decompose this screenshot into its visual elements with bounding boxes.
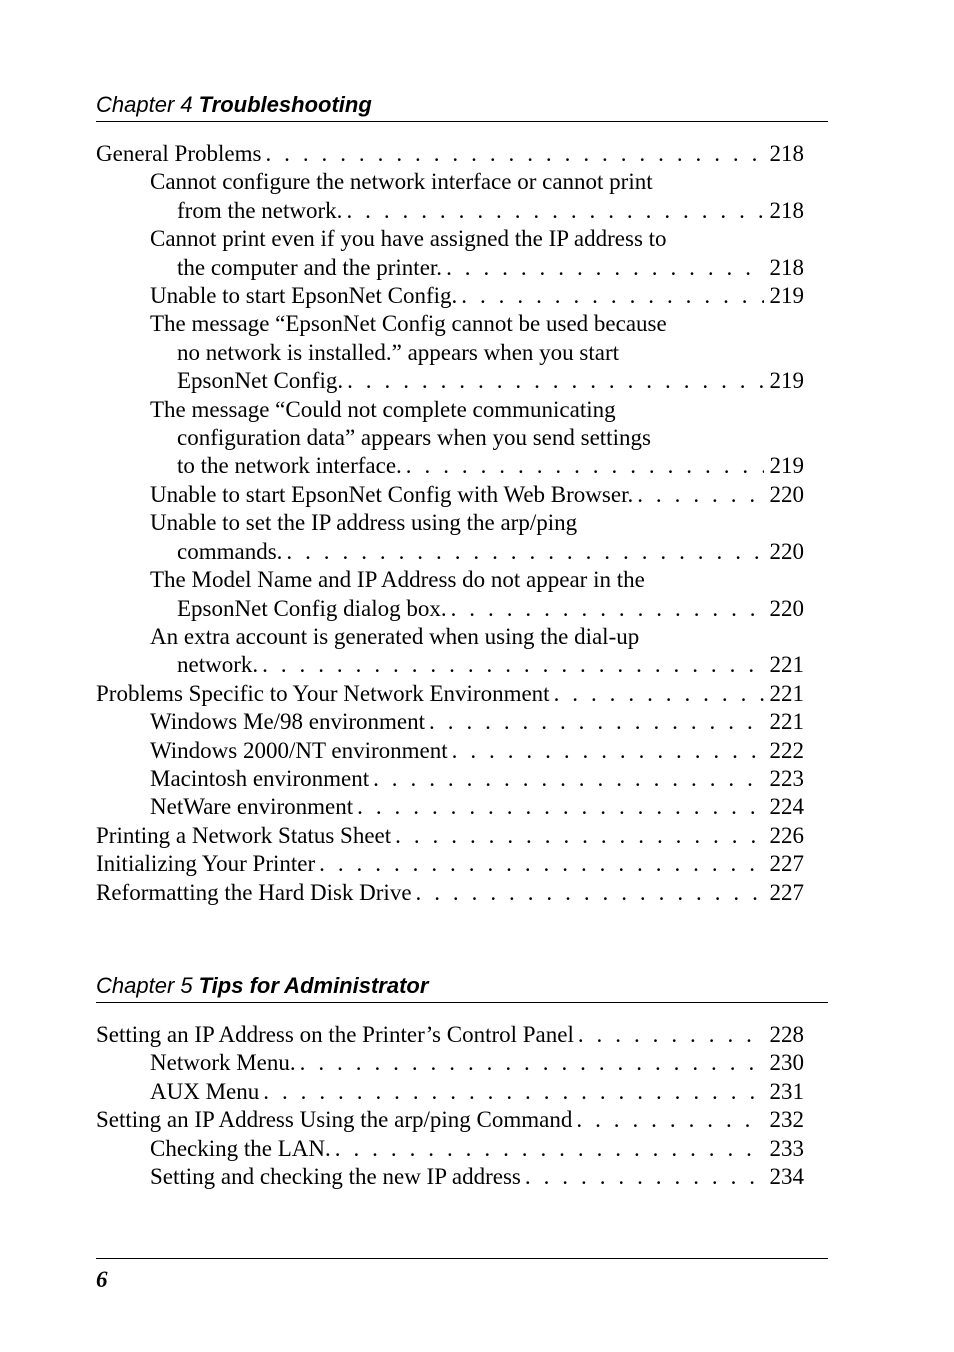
- toc-entry-text: Checking the LAN.: [150, 1135, 331, 1161]
- toc-entry-text: The Model Name and IP Address do not appear in the: [150, 567, 645, 593]
- toc-page-number: 220: [769, 595, 804, 621]
- dot-leader: [357, 793, 763, 821]
- toc-entry-line: [150, 481, 804, 509]
- toc-entry-text: Unable to start EpsonNet Config with Web Browser.: [150, 481, 634, 507]
- toc-entry-text: to the network interface.: [177, 453, 402, 479]
- dot-leader: [461, 282, 763, 310]
- toc-entry-line: [150, 1078, 804, 1106]
- toc-entry-line: [150, 452, 804, 480]
- toc-entry-text: Windows 2000/NT environment: [150, 737, 448, 763]
- toc-entry-line: [150, 225, 804, 253]
- toc-entry-line: [150, 424, 804, 452]
- toc-entry-text: Printing a Network Status Sheet: [96, 822, 392, 848]
- toc-page-number: 227: [769, 879, 804, 905]
- dot-leader: [373, 765, 763, 793]
- toc-entry-text: commands.: [177, 538, 283, 564]
- toc-list: [96, 140, 828, 907]
- chapter-label: Chapter 4: [96, 92, 193, 117]
- toc-page-number: 230: [769, 1050, 804, 1076]
- toc-entry-line: [150, 282, 804, 310]
- toc-entry-line: [96, 879, 804, 907]
- dot-leader: [452, 737, 764, 765]
- page-footer: [96, 1258, 828, 1293]
- toc-entry-text: Reformatting the Hard Disk Drive: [96, 879, 412, 905]
- toc-entry[interactable]: [96, 509, 804, 566]
- toc-page-number: 233: [769, 1135, 804, 1161]
- toc-page-number: 221: [769, 652, 804, 678]
- toc-page-number: 231: [769, 1078, 804, 1104]
- dot-leader: [406, 452, 764, 480]
- dot-leader: [416, 879, 764, 907]
- toc-entry-text: Network Menu.: [150, 1050, 296, 1076]
- toc-entry[interactable]: [96, 737, 804, 765]
- toc-entry-line: [150, 651, 804, 679]
- toc-entry-line: [150, 509, 804, 537]
- toc-entry-text: The message “Could not complete communicating: [150, 396, 616, 422]
- toc-entry-line: [150, 197, 804, 225]
- toc-entry-text: Problems Specific to Your Network Environment: [96, 680, 550, 706]
- toc-page-number: 218: [769, 141, 804, 166]
- toc-entry-text: no network is installed.” appears when you start: [177, 339, 619, 365]
- chapter-4-section: [96, 92, 828, 907]
- dot-leader: [286, 538, 763, 566]
- dot-leader: [554, 680, 764, 708]
- toc-page-number: 218: [769, 197, 804, 223]
- toc-entry-line: [150, 310, 804, 338]
- toc-entry[interactable]: [96, 396, 804, 481]
- toc-entry-line: [150, 793, 804, 821]
- toc-entry-line: [150, 623, 804, 651]
- toc-page-number: 228: [769, 1022, 804, 1047]
- toc-entry[interactable]: [96, 623, 804, 680]
- toc-entry[interactable]: [96, 282, 804, 310]
- toc-page-number: 219: [769, 453, 804, 479]
- toc-entry[interactable]: [96, 310, 804, 395]
- toc-entry-text: The message “EpsonNet Config cannot be used because: [150, 311, 667, 337]
- toc-page-number: 218: [769, 254, 804, 280]
- toc-entry[interactable]: [96, 1135, 804, 1163]
- toc-entry[interactable]: [96, 566, 804, 623]
- toc-entry[interactable]: [96, 1163, 804, 1191]
- page-number: 6: [96, 1267, 108, 1292]
- dot-leader: [262, 651, 763, 679]
- toc-page-number: 219: [769, 368, 804, 394]
- toc-entry-text: Unable to start EpsonNet Config.: [150, 283, 458, 309]
- chapter-label: Chapter 5: [96, 973, 193, 998]
- chapter-title: Tips for Administrator: [198, 973, 429, 998]
- toc-entry-line: [96, 850, 804, 878]
- toc-entry-text: configuration data” appears when you send settings: [177, 425, 651, 451]
- toc-entry-text: network.: [177, 652, 259, 678]
- dot-leader: [578, 1021, 764, 1049]
- toc-page-number: 221: [769, 709, 804, 735]
- chapter-title: Troubleshooting: [198, 92, 372, 117]
- toc-page-number: 227: [769, 851, 804, 877]
- toc-entry-text: EpsonNet Config dialog box.: [177, 595, 447, 621]
- toc-entry-line: [96, 822, 804, 850]
- toc-page-number: 220: [769, 481, 804, 507]
- toc-entry-text: Setting and checking the new IP address: [150, 1164, 521, 1190]
- toc-entry-text: Initializing Your Printer: [96, 851, 316, 877]
- toc-entry-text: from the network.: [177, 197, 343, 223]
- dot-leader: [347, 367, 763, 395]
- dot-leader: [446, 254, 763, 282]
- dot-leader: [346, 197, 763, 225]
- toc-entry[interactable]: [96, 1021, 804, 1049]
- toc-entry[interactable]: [96, 850, 804, 878]
- toc-entry-line: [150, 367, 804, 395]
- toc-entry-text: Cannot configure the network interface or cannot print: [150, 169, 653, 195]
- toc-list: [96, 1021, 828, 1191]
- toc-entry-text: Setting an IP Address on the Printer’s Control Panel: [96, 1022, 574, 1047]
- toc-entry-line: [96, 1106, 804, 1134]
- dot-leader: [265, 140, 763, 168]
- toc-entry[interactable]: [96, 1049, 804, 1077]
- toc-entry-text: EpsonNet Config.: [177, 368, 344, 394]
- toc-entry-line: [150, 1135, 804, 1163]
- toc-entry-text: the computer and the printer.: [177, 254, 443, 280]
- toc-entry-line: [150, 1049, 804, 1077]
- dot-leader: [263, 1078, 763, 1106]
- toc-entry-line: [150, 339, 804, 367]
- toc-entry-text: General Problems: [96, 141, 262, 166]
- toc-entry-text: NetWare environment: [150, 794, 354, 820]
- toc-entry-text: Cannot print even if you have assigned the IP address to: [150, 226, 667, 252]
- toc-entry-line: [96, 140, 804, 168]
- toc-entry-line: [150, 566, 804, 594]
- toc-entry-text: AUX Menu: [150, 1078, 260, 1104]
- dot-leader: [576, 1106, 763, 1134]
- chapter-5-section: [96, 973, 828, 1191]
- chapter-heading: [96, 973, 828, 1003]
- dot-leader: [395, 822, 763, 850]
- toc-entry[interactable]: [96, 168, 804, 225]
- toc-entry-text: Windows Me/98 environment: [150, 709, 426, 735]
- toc-entry[interactable]: [96, 481, 804, 509]
- toc-page-number: 220: [769, 538, 804, 564]
- toc-page-number: 221: [769, 680, 804, 706]
- toc-entry-text: Setting an IP Address Using the arp/ping Command: [96, 1107, 573, 1133]
- toc-entry-text: An extra account is generated when using the dial-up: [150, 623, 640, 649]
- dot-leader: [300, 1049, 764, 1077]
- toc-entry-line: [150, 765, 804, 793]
- chapter-heading: [96, 92, 828, 122]
- toc-entry[interactable]: [96, 1078, 804, 1106]
- toc-entry-line: [150, 1163, 804, 1191]
- toc-entry-text: Unable to set the IP address using the arp/ping: [150, 510, 578, 536]
- toc-page-number: 226: [769, 822, 804, 848]
- dot-leader: [319, 850, 763, 878]
- toc-entry-line: [96, 680, 804, 708]
- toc-entry-line: [150, 254, 804, 282]
- toc-entry-line: [150, 737, 804, 765]
- toc-entry[interactable]: [96, 708, 804, 736]
- toc-entry[interactable]: [96, 1106, 804, 1134]
- toc-page-number: 219: [769, 283, 804, 309]
- toc-entry[interactable]: [96, 140, 804, 168]
- toc-entry-line: [150, 538, 804, 566]
- toc-page-number: 234: [769, 1164, 804, 1190]
- dot-leader: [637, 481, 763, 509]
- toc-entry[interactable]: [96, 879, 804, 907]
- toc-entry-line: [96, 1021, 804, 1049]
- dot-leader: [429, 708, 763, 736]
- toc-entry-line: [150, 396, 804, 424]
- dot-leader: [525, 1163, 764, 1191]
- dot-leader: [451, 595, 764, 623]
- toc-entry[interactable]: [96, 822, 804, 850]
- toc-page-number: 222: [769, 737, 804, 763]
- toc-page-number: 224: [769, 794, 804, 820]
- toc-entry[interactable]: [96, 680, 804, 708]
- toc-entry[interactable]: [96, 225, 804, 282]
- toc-entry-line: [150, 168, 804, 196]
- toc-entry[interactable]: [96, 765, 804, 793]
- toc-page-number: 232: [769, 1107, 804, 1133]
- dot-leader: [335, 1135, 764, 1163]
- toc-page-number: 223: [769, 765, 804, 791]
- toc-entry-line: [150, 595, 804, 623]
- toc-entry[interactable]: [96, 793, 804, 821]
- toc-entry-text: Macintosh environment: [150, 765, 370, 791]
- toc-entry-line: [150, 708, 804, 736]
